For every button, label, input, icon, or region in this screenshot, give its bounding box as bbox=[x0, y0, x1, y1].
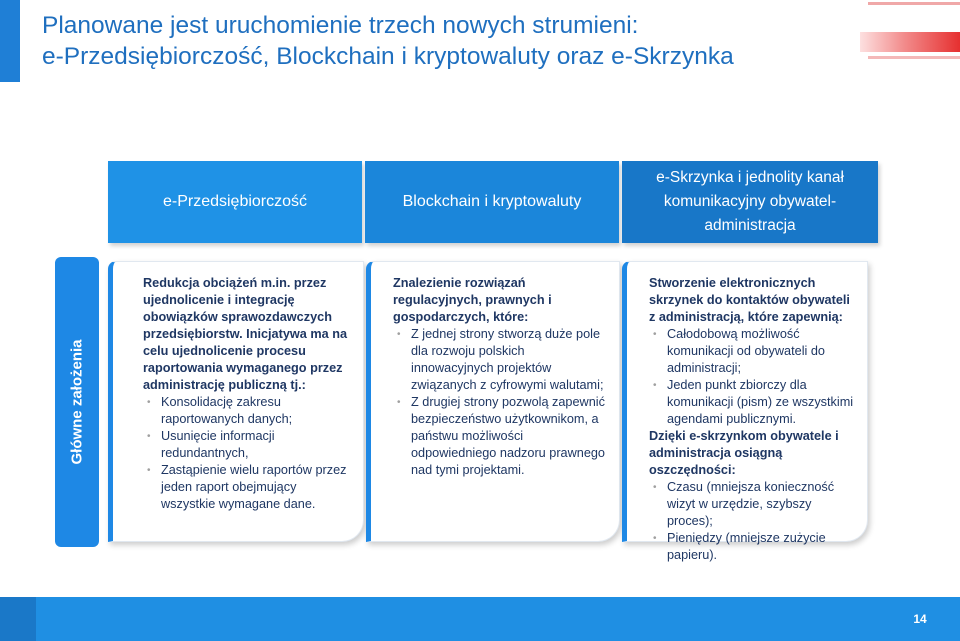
bullet-dot-icon: • bbox=[397, 397, 401, 408]
stream-header-label: e-Skrzynka i jednolity kanał komunikacyjny obywatel-administracja bbox=[656, 169, 844, 234]
list-item bbox=[143, 462, 353, 513]
list-item-text: Całodobową możliwość komunikacji od obywateli do administracji; bbox=[667, 327, 825, 375]
stream-header-label: Blockchain i kryptowaluty bbox=[402, 193, 582, 210]
bullet-dot-icon: • bbox=[147, 431, 151, 442]
footer-accent bbox=[0, 597, 36, 641]
slide-title bbox=[42, 10, 842, 72]
list-item bbox=[649, 377, 857, 428]
bullet-dot-icon: • bbox=[653, 533, 657, 544]
card-lead-text: Redukcja obciążeń m.in. przez ujednolicenie i integrację obowiązków sprawozdawczych przedsiębiorstw. Inicjatywa ma na celu ujednolicenie procesu raportowania wymaganego przez administrację publiczną tj.: bbox=[143, 276, 348, 392]
list-item-text: Z drugiej strony pozwolą zapewnić bezpieczeństwo użytkownikom, a państwu możliwości odpowiedniego nadzoru prawnego nad tymi projektami. bbox=[411, 395, 605, 477]
list-item-text: Pieniędzy (mniejsze zużycie papieru). bbox=[667, 531, 826, 562]
content-card-e-skrzynka bbox=[622, 261, 868, 562]
top-right-decoration-band bbox=[860, 32, 960, 52]
slide-title-line-1: Planowane jest uruchomienie trzech nowych strumieni: bbox=[42, 12, 639, 39]
list-item bbox=[649, 326, 857, 377]
stream-header-blockchain bbox=[365, 161, 619, 243]
list-item-text: Konsolidację zakresu raportowanych danych; bbox=[161, 395, 293, 426]
content-card-e-przedsiebiorczosc bbox=[108, 261, 364, 542]
card-lead-text: Znalezienie rozwiązań regulacyjnych, prawnych i gospodarczych, które: bbox=[393, 276, 552, 324]
slide-title-line-2: e-Przedsiębiorczość, Blockchain i kryptowaluty oraz e-Skrzynka bbox=[42, 43, 734, 70]
list-item-text: Z jednej strony stworzą duże pole dla rozwoju polskich innowacyjnych projektów związanych z cyfrowymi walutami; bbox=[411, 327, 604, 392]
stream-header-e-przedsiebiorczosc bbox=[108, 161, 362, 243]
list-item bbox=[143, 394, 353, 428]
bullet-dot-icon: • bbox=[653, 380, 657, 391]
list-item bbox=[393, 326, 609, 394]
stream-header-e-skrzynka bbox=[622, 161, 878, 243]
card-bullet-list-secondary bbox=[649, 479, 857, 564]
list-item-text: Czasu (mniejsza konieczność wizyt w urzędzie, szybszy proces); bbox=[667, 480, 835, 528]
list-item bbox=[393, 394, 609, 479]
list-item bbox=[649, 479, 857, 530]
card-bullet-list bbox=[649, 326, 857, 428]
stream-header-label: e-Przedsiębiorczość bbox=[162, 193, 308, 210]
content-card-blockchain bbox=[366, 261, 620, 542]
bullet-dot-icon: • bbox=[653, 482, 657, 493]
list-item bbox=[143, 428, 353, 462]
side-label-box bbox=[55, 257, 99, 547]
card-bullet-list bbox=[393, 326, 609, 479]
side-label: Główne założenia bbox=[68, 339, 86, 465]
card-bullet-list bbox=[143, 394, 353, 513]
bullet-dot-icon: • bbox=[653, 329, 657, 340]
bullet-dot-icon: • bbox=[397, 329, 401, 340]
bullet-dot-icon: • bbox=[147, 397, 151, 408]
list-item bbox=[649, 530, 857, 564]
top-right-decoration-line bbox=[868, 2, 960, 5]
card-lead-text-secondary: Dzięki e-skrzynkom obywatele i administracja osiągną oszczędności: bbox=[649, 429, 839, 477]
page-number: 14 bbox=[913, 612, 927, 626]
list-item-text: Jeden punkt zbiorczy dla komunikacji (pism) ze wszystkimi agendami publicznymi. bbox=[667, 378, 854, 426]
list-item-text: Usunięcie informacji redundantnych, bbox=[161, 429, 275, 460]
top-right-decoration-line-lower bbox=[868, 56, 960, 59]
title-accent-bar bbox=[0, 0, 20, 82]
card-lead-text: Stworzenie elektronicznych skrzynek do kontaktów obywateli z administracją, które zapewnią: bbox=[649, 276, 850, 324]
list-item-text: Zastąpienie wielu raportów przez jeden raport obejmujący wszystkie wymagane dane. bbox=[161, 463, 347, 511]
footer-bar bbox=[0, 597, 960, 641]
bullet-dot-icon: • bbox=[147, 465, 151, 476]
